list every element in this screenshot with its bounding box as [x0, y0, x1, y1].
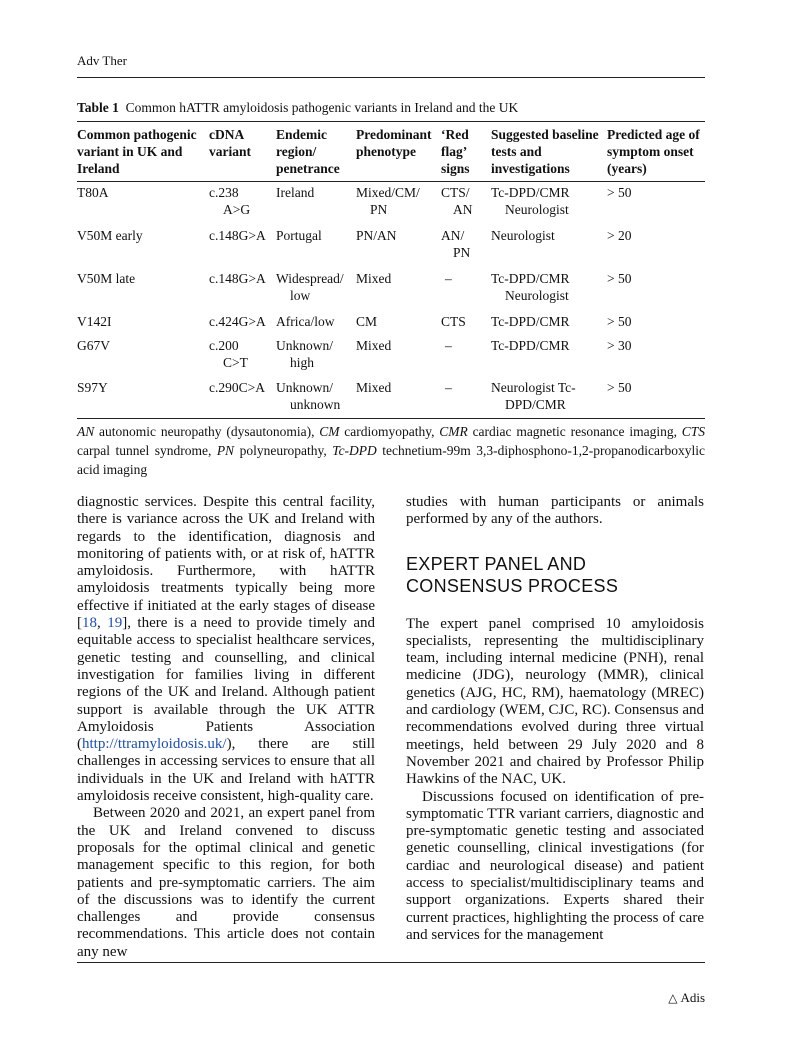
cell-cdna: c.238 A>G [209, 185, 251, 217]
cell-phenotype: Mixed [356, 271, 392, 286]
abbreviation-definition: cardiac magnetic resonance imaging, [467, 424, 682, 439]
cell-cdna: c.290C>A [209, 380, 265, 395]
table-label: Table 1 [77, 100, 119, 115]
cell-onset: > 20 [607, 228, 632, 243]
table-title: Common hATTR amyloidosis pathogenic variants in Ireland and the UK [125, 100, 519, 115]
cell-phenotype: Mixed [356, 380, 392, 395]
header-rule [77, 77, 705, 78]
cell-tests: Tc-DPD/CMR [491, 314, 570, 329]
cell-variant: V50M early [77, 228, 143, 243]
cell-region: Ireland [276, 185, 315, 200]
table-caption [77, 100, 518, 116]
cell-tests: Neurologist [491, 228, 555, 243]
section-heading: EXPERT PANEL AND CONSENSUS PROCESS [406, 553, 619, 596]
cell-red-flag: – [445, 338, 452, 353]
column-header-variant: Common pathogenic variant in UK and Ireland [77, 127, 197, 176]
table-header-rule [77, 181, 705, 182]
left-column [77, 494, 375, 961]
right-column [406, 494, 704, 944]
cell-tests: Tc-DPD/CMR [491, 338, 570, 353]
abbreviation: CM [319, 424, 340, 439]
body-paragraph: diagnostic services. Despite this central facility, there is variance across the UK and Ireland with regards to the identification, diagnosis and monitoring of patients with, or at risk of, hATTR amyloidosis. Furthermore, with hATTR amyloidosis treatments typically being more effective if initiated at the early stages of disease [18, 19], there is a need to provide timely and equitable access to specialist healthcare services, genetic testing and counselling, and clinical investigation for families living in different regions of the UK and Ireland. Although patient support is available through the UK ATTR Amyloidosis Patients Association (http://ttramyloidosis.uk/), there are still challenges in accessing services to ensure that all individuals in the UK and Ireland with hATTR amyloidosis receive consistent, high-quality care. [77, 494, 375, 805]
running-head: Adv Ther [77, 53, 127, 68]
cell-variant: T80A [77, 185, 109, 200]
cell-red-flag: CTS [441, 314, 466, 329]
publisher-mark [668, 990, 705, 1006]
abbreviation: AN [77, 424, 95, 439]
reference-link[interactable]: 18 [82, 615, 97, 632]
cell-region: Africa/low [276, 314, 335, 329]
cell-variant: V50M late [77, 271, 136, 286]
body-paragraph: Discussions focused on identification of pre-symptomatic TTR variant carriers, diagnostic and pre-symptomatic genetic testing and associated genetic counselling, clinical investigations (for cardiac and neurological disease) and patient access to specialist/multidisciplinary teams and support organizations. Experts shared their current practices, highlighting the process of care and services for the management [406, 788, 704, 943]
column-header-red-flag: ‘Red flag’ signs [441, 127, 470, 176]
adis-logo-icon: △ [668, 991, 678, 1005]
column-header-region: Endemic region/ penetrance [276, 127, 340, 176]
column-header-tests: Suggested baseline tests and investigations [491, 127, 599, 176]
body-paragraph: Between 2020 and 2021, an expert panel from the UK and Ireland convened to discuss proposals for the optimal clinical and genetic management specific to this region, for both patients and pre-symptomatic carriers. The aim of the discussions was to identify the current challenges and provide consensus recommendations. This article does not contain any new [77, 805, 375, 960]
cell-phenotype: Mixed/CM/ PN [356, 185, 420, 217]
abbreviation-definition: technetium-99m 3,3-diphosphono-1,2-propanodicarboxylic acid imaging [77, 443, 705, 477]
cell-region: Unknown/ unknown [276, 380, 341, 412]
publisher-name: Adis [680, 990, 705, 1005]
cell-onset: > 50 [607, 271, 632, 286]
cell-onset: > 30 [607, 338, 632, 353]
cell-tests: Tc-DPD/CMR Neurologist [491, 185, 570, 217]
cell-onset: > 50 [607, 380, 632, 395]
cell-phenotype: Mixed [356, 338, 392, 353]
cell-onset: > 50 [607, 185, 632, 200]
body-paragraph: studies with human participants or animals performed by any of the authors. [406, 494, 704, 528]
cell-onset: > 50 [607, 314, 632, 329]
column-header-onset: Predicted age of symptom onset (years) [607, 127, 700, 176]
cell-cdna: c.148G>A [209, 228, 266, 243]
column-header-phenotype: Predominant phenotype [356, 127, 432, 159]
cell-red-flag: CTS/ AN [441, 185, 473, 217]
abbreviation: CTS [681, 424, 705, 439]
cell-cdna: c.200 C>T [209, 338, 248, 370]
table-bottom-rule [77, 418, 705, 419]
abbreviation: PN [216, 443, 235, 458]
table-top-rule [77, 121, 705, 122]
table-footnote [77, 422, 705, 479]
cell-red-flag: – [445, 271, 452, 286]
cell-red-flag: – [445, 380, 452, 395]
cell-cdna: c.424G>A [209, 314, 266, 329]
patients-association-link[interactable]: http://ttramyloidosis.uk/ [82, 736, 227, 753]
reference-link[interactable]: 19 [107, 615, 123, 632]
abbreviation-definition: cardiomyopathy, [339, 424, 440, 439]
abbreviation-definition: carpal tunnel syndrome, [77, 443, 217, 458]
cell-region: Unknown/ high [276, 338, 333, 370]
abbreviation-definition: autonomic neuropathy (dysautonomia), [94, 424, 320, 439]
footer-rule [77, 962, 705, 963]
cell-region: Portugal [276, 228, 322, 243]
cell-variant: G67V [77, 338, 110, 353]
cell-variant: V142I [77, 314, 112, 329]
abbreviation: Tc-DPD [332, 443, 377, 458]
cell-tests: Neurologist Tc- DPD/CMR [491, 380, 576, 412]
body-paragraph: The expert panel comprised 10 amyloidosis specialists, representing the multidisciplinary team, including internal medicine (PNH), renal medicine (JDG), neurology (MMR), clinical genetics (AJG, HC, RM), haematology (MREC) and cardiology (WEM, CJC, RC). Consensus and recommendations evolved during three virtual meetings, held between 29 July 2020 and 8 November 2021 and chaired by Professor Philip Hawkins of the NAC, UK. [406, 615, 704, 788]
column-header-cdna: cDNA variant [209, 127, 251, 159]
cell-phenotype: CM [356, 314, 378, 329]
cell-variant: S97Y [77, 380, 108, 395]
abbreviation: CMR [439, 424, 468, 439]
cell-phenotype: PN/AN [356, 228, 397, 243]
cell-tests: Tc-DPD/CMR Neurologist [491, 271, 570, 303]
cell-red-flag: AN/ PN [441, 228, 471, 260]
abbreviation-definition: polyneuropathy, [234, 443, 333, 458]
cell-region: Widespread/ low [276, 271, 344, 303]
cell-cdna: c.148G>A [209, 271, 266, 286]
